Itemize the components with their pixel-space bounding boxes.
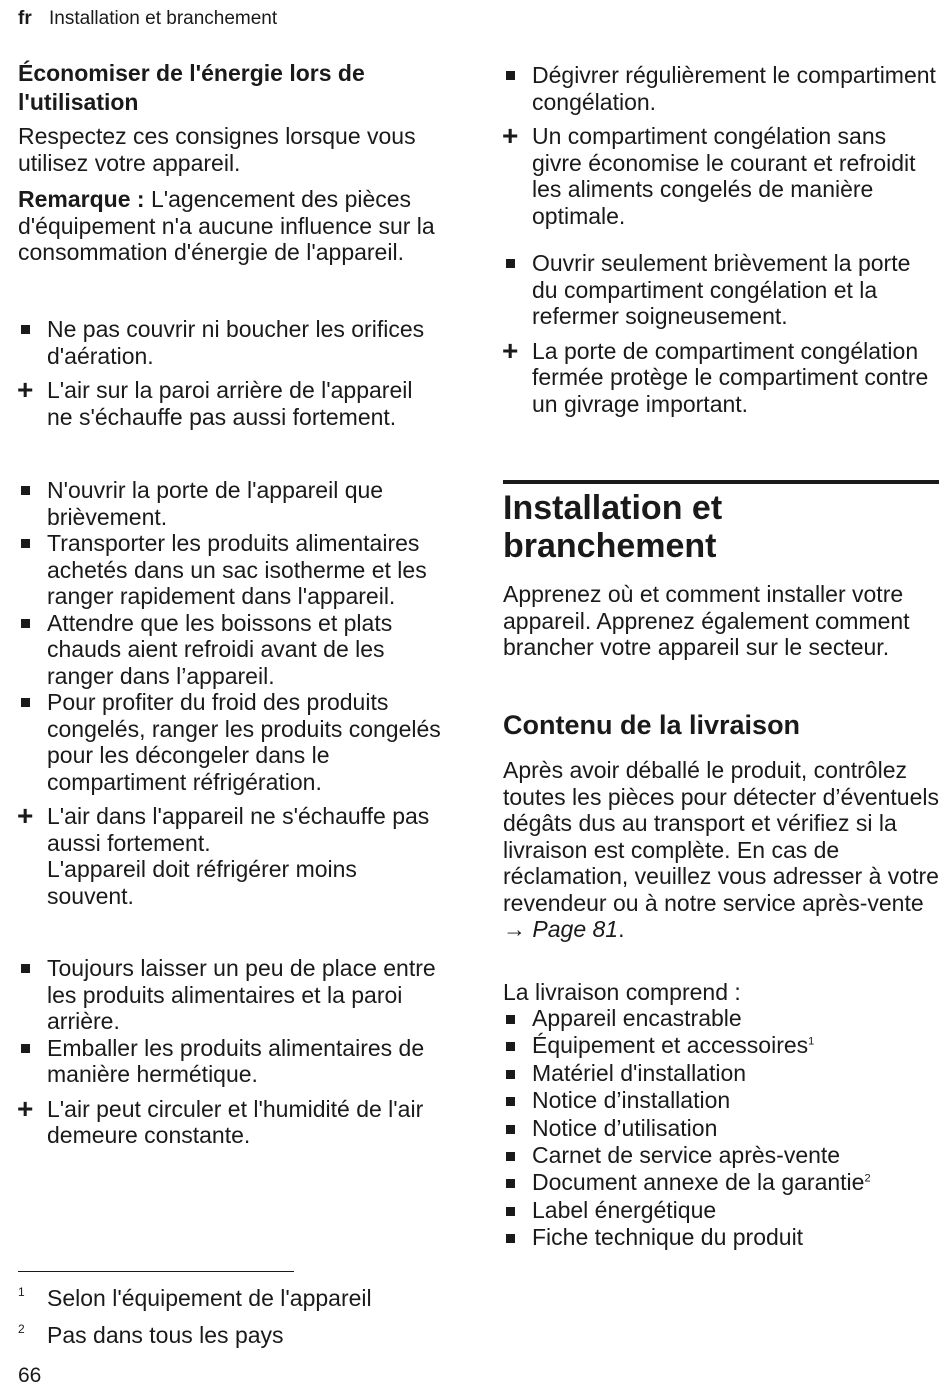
delivery-text: Après avoir déballé le produit, contrôlez toutes les pièces pour détecter d’éventuels dégâts dus au transport et vérifiez si la livraison est complète. En cas de réclamation, veuillez vous adresser à votre revendeur ou à notre service après-vente → Page 81. — [503, 757, 939, 942]
footnote-number: 1 — [18, 1285, 25, 1299]
installation-intro: Apprenez où et comment installer votre appareil. Apprenez également comment brancher votre appareil sur le secteur. — [503, 581, 910, 660]
tip-benefit: + L'air peut circuler et l'humidité de l'air demeure constante. — [18, 1096, 447, 1149]
tip-bullet: Pour profiter du froid des produits congelés, ranger les produits congelés pour les décongeler dans le compartiment réfrigération. — [18, 689, 457, 795]
tip-bullet: Toujours laisser un peu de place entre les produits alimentaires et la paroi arrière. — [18, 955, 447, 1035]
tip-group-3 — [18, 955, 458, 1149]
language-code: fr — [18, 8, 32, 29]
footnote-2 — [18, 1322, 284, 1349]
tip-benefit: + L'air sur la paroi arrière de l'appareil ne s'échauffe pas aussi fortement. — [18, 377, 442, 430]
delivery-list-intro: La livraison comprend : — [503, 979, 741, 1005]
footnote-1 — [18, 1285, 372, 1312]
tip-bullet: Ouvrir seulement brièvement la porte du compartiment congélation et la refermer soigneusement. — [503, 250, 942, 330]
tip-bullet: N'ouvrir la porte de l'appareil que brièvement. — [18, 477, 447, 530]
list-item: Matériel d'installation — [503, 1060, 939, 1087]
tip-bullet: Ne pas couvrir ni boucher les orifices d'aération. — [18, 316, 442, 369]
list-item: Notice d’utilisation — [503, 1115, 939, 1142]
tip-benefit — [18, 803, 447, 909]
tip-group-4 — [503, 62, 939, 229]
energy-intro: Respectez ces consignes lorsque vous utilisez votre appareil. — [18, 123, 416, 176]
list-item: Carnet de service après-vente — [503, 1142, 939, 1169]
arrow-right-icon: → — [503, 916, 526, 942]
section-heading-energy: Économiser de l'énergie lors de l'utilisation — [18, 60, 365, 115]
list-item — [503, 1032, 939, 1059]
section-title-installation: Installation et branchement — [503, 489, 723, 565]
note-label: Remarque : — [18, 186, 145, 212]
subsection-title-delivery: Contenu de la livraison — [503, 710, 801, 740]
delivery-list — [503, 1005, 939, 1252]
footnote-text: Selon l'équipement de l'appareil — [47, 1285, 372, 1311]
list-item — [503, 1169, 939, 1196]
list-item: Label énergétique — [503, 1197, 939, 1224]
footnote-rule — [18, 1271, 294, 1272]
tip-benefit-line: + L'air dans l'appareil ne s'échauffe pas aussi fortement. — [47, 803, 430, 856]
page-number: 66 — [18, 1364, 42, 1387]
tip-bullet: Emballer les produits alimentaires de manière hermétique. — [18, 1035, 457, 1088]
list-item-text: Document annexe de la garantie — [532, 1169, 865, 1196]
tip-benefit-line: L'appareil doit réfrigérer moins souvent. — [47, 856, 357, 909]
footnote-number: 2 — [18, 1322, 25, 1336]
note-text: L'agencement des pièces d'équipement n'a aucune influence sur la consommation d'énergie de l'appareil. — [18, 186, 435, 265]
list-item: Appareil encastrable — [503, 1005, 939, 1032]
tip-group-5 — [503, 250, 939, 417]
header-title: Installation et branchement — [49, 8, 278, 29]
tip-group-2 — [18, 477, 458, 909]
tip-benefit: + La porte de compartiment congélation fermée protège le compartiment contre un givrage important. — [503, 338, 932, 418]
list-item: Fiche technique du produit — [503, 1224, 939, 1251]
list-item-text: Équipement et accessoires — [532, 1032, 809, 1059]
footnote-ref: 1 — [808, 1035, 815, 1048]
delivery-body: Après avoir déballé le produit, contrôlez toutes les pièces pour détecter d’éventuels dégâts dus au transport et vérifiez si la livraison est complète. En cas de réclamation, veuillez vous adresser à votre revendeur ou à notre service après-vente — [503, 757, 939, 916]
page-reference-link[interactable]: Page 81 — [532, 916, 619, 942]
page-header — [18, 8, 277, 30]
section-rule — [503, 480, 939, 484]
footnote-ref: 2 — [864, 1172, 871, 1185]
tip-bullet: Dégivrer régulièrement le compartiment congélation. — [503, 62, 942, 115]
tip-bullet: Transporter les produits alimentaires achetés dans un sac isotherme et les ranger rapidement dans l'appareil. — [18, 530, 437, 610]
tip-benefit: + Un compartiment congélation sans givre économise le courant et refroidit les aliments congelés de manière optimale. — [503, 123, 932, 229]
tip-group-1 — [18, 316, 458, 430]
tip-bullet: Attendre que les boissons et plats chauds aient refroidi avant de les ranger dans l’appareil. — [18, 610, 457, 690]
footnote-text: Pas dans tous les pays — [47, 1322, 284, 1348]
list-item: Notice d’installation — [503, 1087, 939, 1114]
energy-note — [18, 186, 448, 266]
